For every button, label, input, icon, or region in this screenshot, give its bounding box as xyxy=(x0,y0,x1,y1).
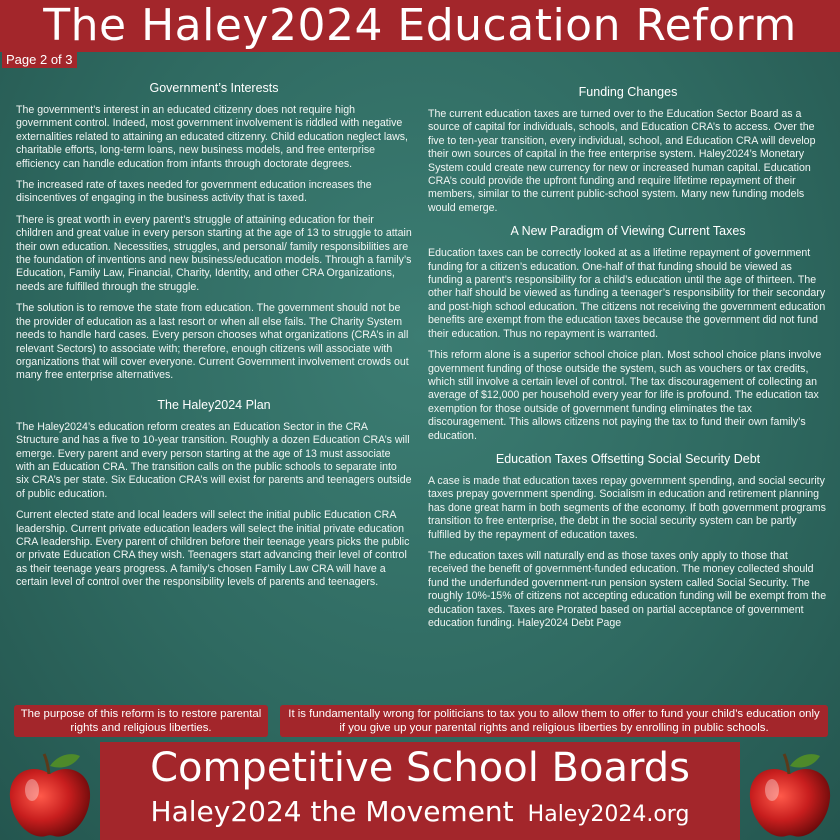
paragraph: The education taxes will naturally end as those taxes only apply to those that received the benefit of government-funded education. The money collected should fund the underfunded government-run pension system called Social Security. The roughly 10%-15% of citizens not accepting education funding will be exempt from the education taxes. Taxes are Prorated based on partial acceptance of government education funding. Haley2024 Debt Page xyxy=(428,549,827,629)
paragraph: The solution is to remove the state from education. The government should not be the provider of education as a last resort or when all else fails. The Charity System needs to handle hard cases. Every person chooses what organizations (CRA’s in all relevant Sectors) to associate with; therefore, enough citizens will associate with organizations that will cover everyone. Current Government involvement crowds out many free enterprise alternatives. xyxy=(16,302,409,382)
paragraph: There is great worth in every parent’s struggle of attaining education for their children and great value in every person starting at the age of 13 to struggle to attain their own education. Necessities, struggles, and personal/ family responsibilities are the foundation of inventions and new business/education models. Through a family’s Education, Family Law, Financial, Charity, Identity, and other CRA Organizations, needs are fulfilled through the struggle. xyxy=(16,213,412,293)
paragraph: The Haley2024’s education reform creates an Education Sector in the CRA Structure and has a five to 10-year transition. Roughly a dozen Education CRA’s will emerge. Every parent and every person starting at the age of 13 must associate with an Education CRA. The transition calls on the public schools to separate into six CRA’s per state. Six Education CRA’s will exist for parents and teenagers outside of public education. xyxy=(16,420,412,500)
paragraph: This reform alone is a superior school choice plan. Most school choice plans involve government funding of those outside the system, such as vouchers or tax credits, which still involve a certain level of control. The tax discouragement of collecting an average of $12,000 per household every year for life is profound. The education tax exemption for those outside of government funding eliminates the tax discouragement. This allows citizens not paying the tax to fund their own family’s education. xyxy=(428,349,822,442)
callout-statement: It is fundamentally wrong for politicians to tax you to allow them to offer to fund your child’s education only if you give up your parental rights and religious liberties by enrolling in public schools. xyxy=(280,705,828,737)
footer-tagline xyxy=(100,792,740,835)
website-link[interactable]: Haley2024.org xyxy=(527,802,690,827)
page-title: The Haley2024 Education Reform xyxy=(43,0,797,51)
apple-icon xyxy=(742,744,838,840)
left-column xyxy=(16,80,412,598)
section-title-funding-changes: Funding Changes xyxy=(578,85,678,99)
paragraph: A case is made that education taxes repay government spending, and social security taxes prepay government spending. Socialism in education and retirement planning has done great harm in both segments of the economy. If both government programs transition to free enterprise, the debt in the social security system can be partly fulfilled by the repayment of education taxes. xyxy=(428,474,826,541)
section-title-haley-plan: The Haley2024 Plan xyxy=(157,397,271,412)
paragraph: Education taxes can be correctly looked at as a lifetime repayment of government funding for a citizen’s education. One-half of that funding should be viewed as funding a parent’s responsibility for a child’s education until the age of thirteen. The other half should be viewed as funding a teenager’s responsibility for their secondary and post-high school education. The citizens not receiving the government education benefits are exempt from the education taxes because the government did not fund their education. Thus no repayment is warranted. xyxy=(428,247,826,340)
paragraph: The current education taxes are turned over to the Education Sector Board as a source of capital for individuals, schools, and Education CRA’s to access. Over the five to ten-year transition, every individual, school, and Education CRA will develop their own sources of capital in the free enterprise system. Haley2024’s Monetary System could create new currency for new or increased human capital. Education CRA’s could provide the upfront funding and require lifetime repayment of their members, similar to the current public-school system. Many new funding models would emerge. xyxy=(428,108,816,214)
paragraph: Current elected state and local leaders will select the initial public Education CRA leadership. Current private education leaders will select the initial private education CRA leadership. Every parent of children before their teenage years picks the public or private Education CRA they wish. Teenagers start advancing their level of control as their teenage years progress. A family’s chosen Family Law CRA will have a certain level of control over the responsibility levels of parents and teenagers. xyxy=(16,509,410,589)
callout-purpose: The purpose of this reform is to restore parental rights and religious liberties. xyxy=(14,705,268,737)
page-number: Page 2 of 3 xyxy=(2,52,77,68)
section-title-government-interests: Government’s Interests xyxy=(149,81,279,95)
paragraph: The government’s interest in an educated citizenry does not require high government control. Indeed, most government involvement is riddled with negative externalities related to attaining an educated citizenry. Child education neglect laws, charitable efforts, long-term loans, new business models, and free enterprise efficiency can handle education from infants through doctorate degrees. xyxy=(16,104,409,170)
section-title-social-security: Education Taxes Offsetting Social Security Debt xyxy=(495,451,761,466)
section-title-new-paradigm: A New Paradigm of Viewing Current Taxes xyxy=(510,224,746,239)
footer-headline: Competitive School Boards xyxy=(150,745,690,791)
apple-icon xyxy=(2,744,98,840)
paragraph: The increased rate of taxes needed for government education increases the disincentives of engaging in the business activity that is taxed. xyxy=(16,179,372,205)
right-column xyxy=(428,84,828,638)
movement-name: Haley2024 the Movement xyxy=(150,795,514,828)
